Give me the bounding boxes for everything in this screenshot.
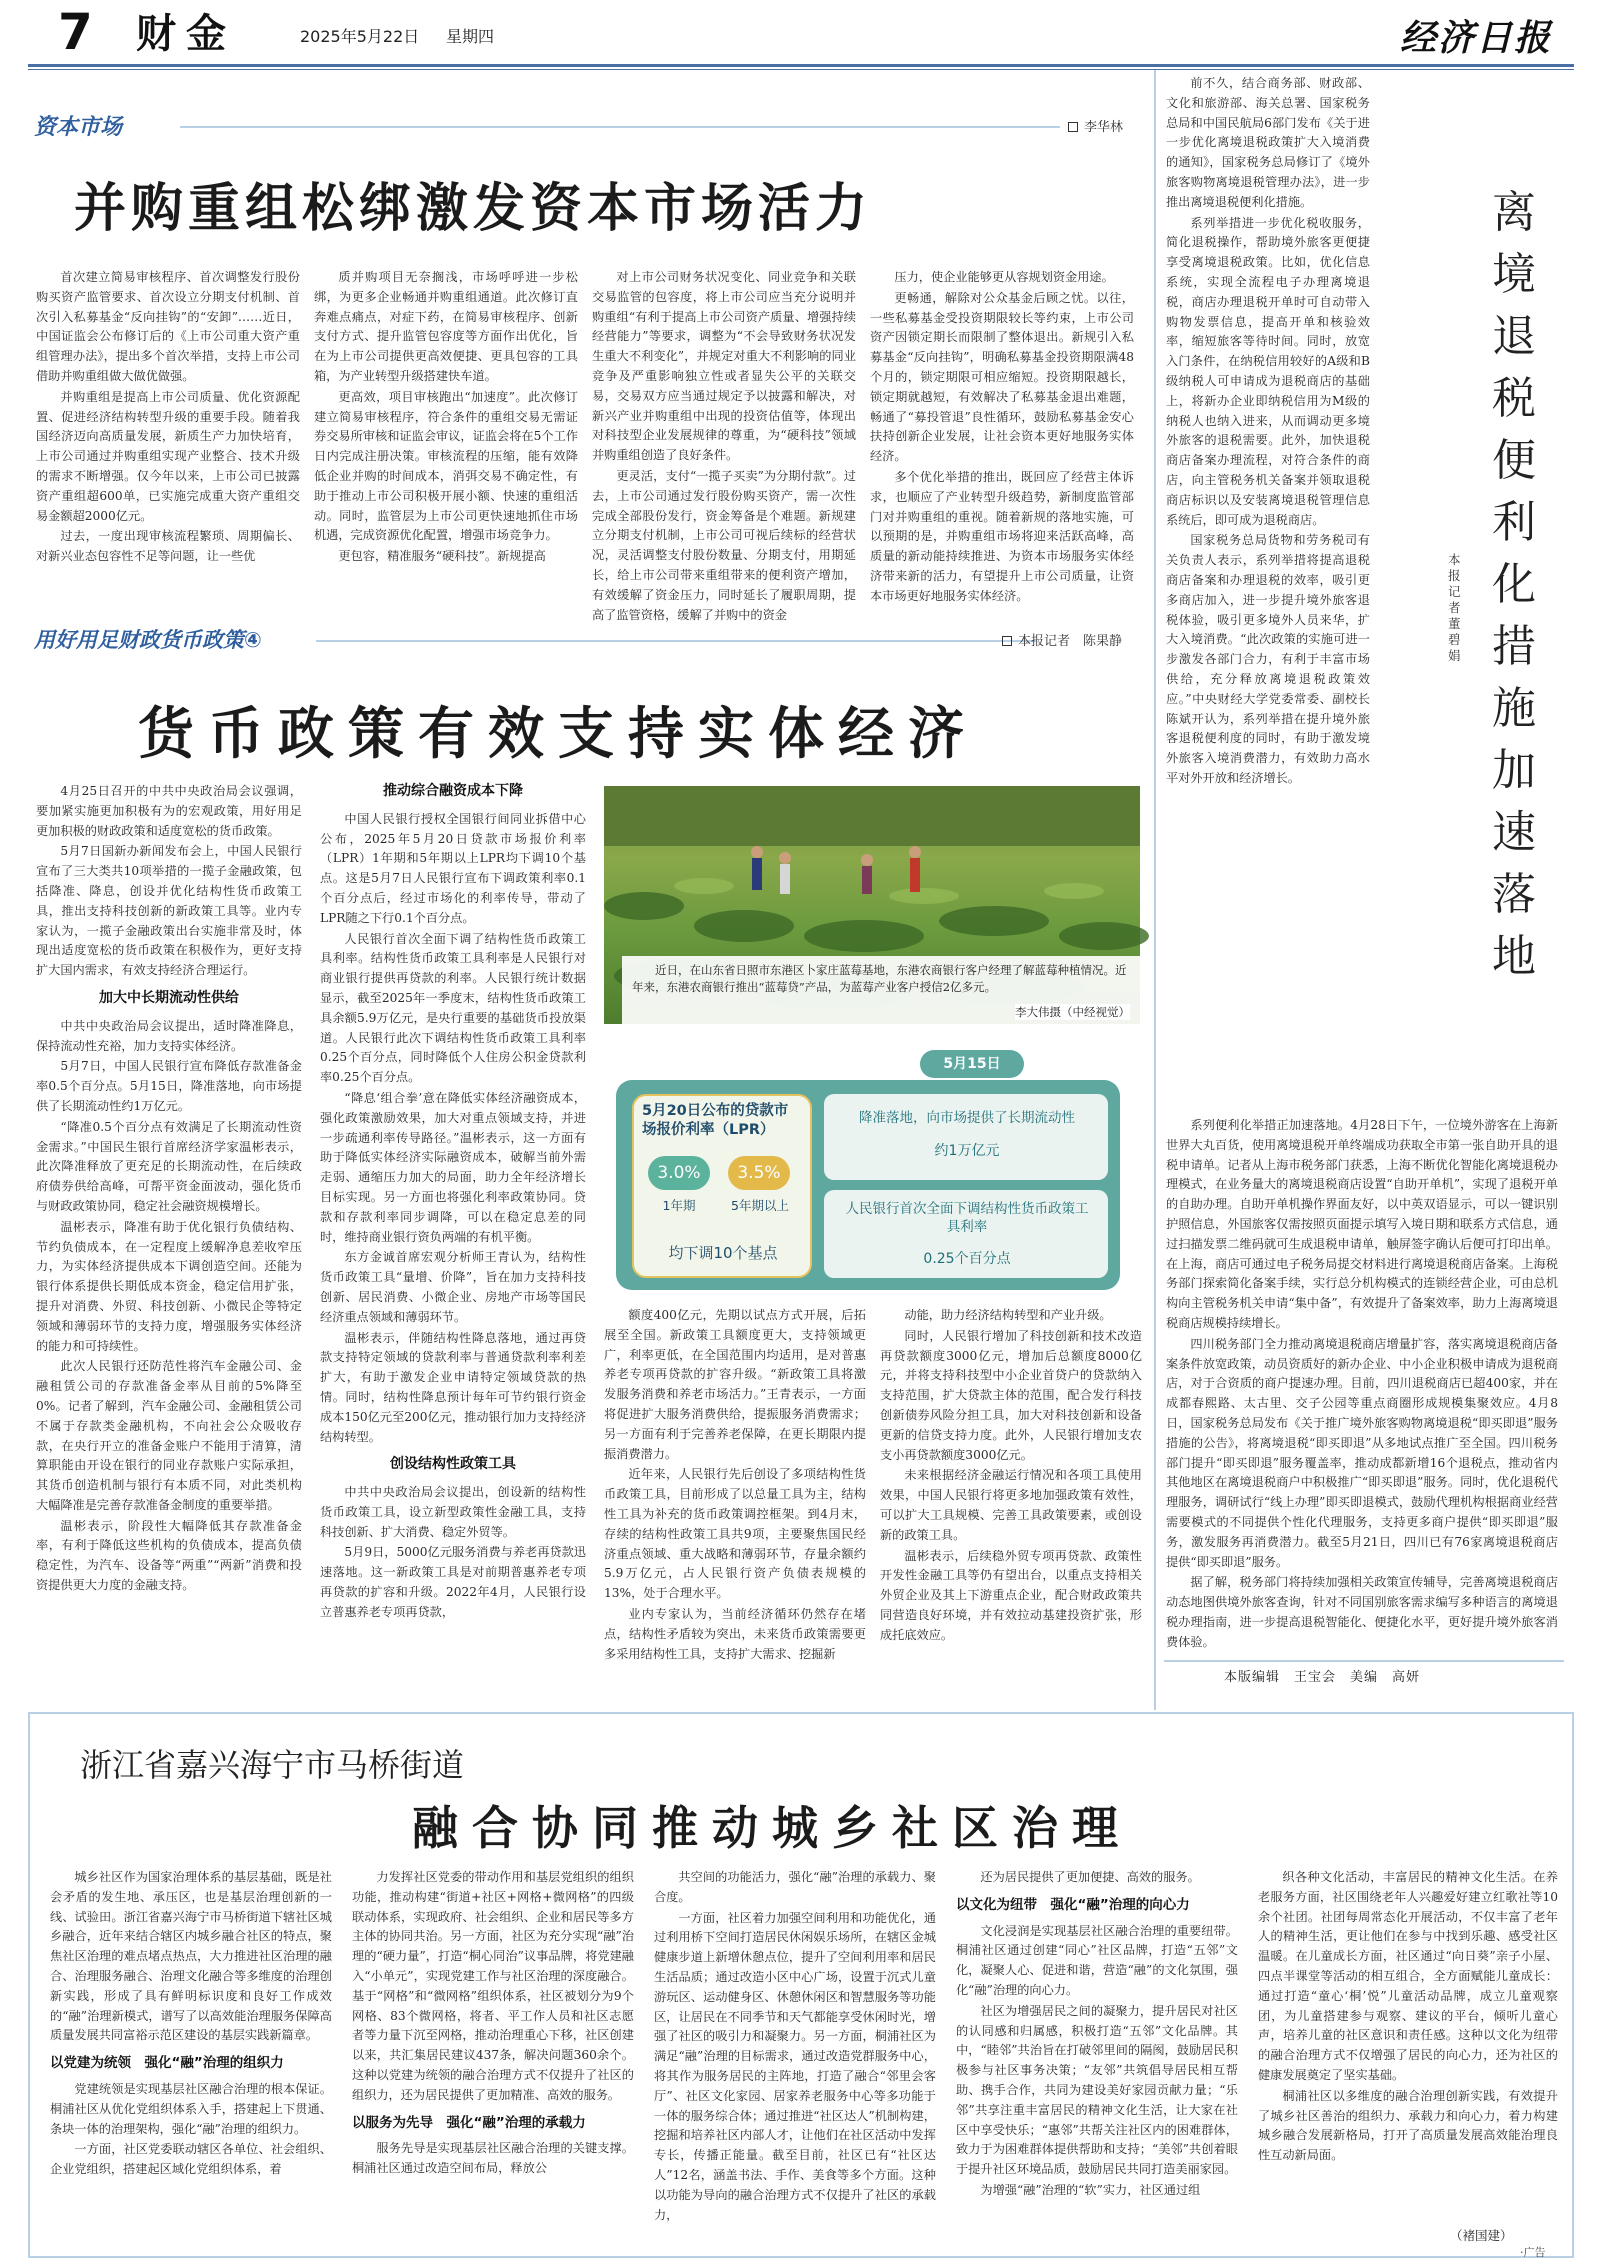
rrr-date: 5月15日	[943, 1056, 1001, 1072]
article1-col4	[870, 268, 1134, 608]
paragraph: 党建统领是实现基层社区融合治理的根本保证。桐浦社区从优化党组织体系入手，搭建起上下贯通、条块一体的治理架构，强化“融”治理的组织力。	[50, 2081, 332, 2136]
paragraph: 压力，使企业能够更从容规划资金用途。	[894, 270, 1114, 284]
lpr-1y-badge	[648, 1156, 710, 1190]
headline-char: 离	[1492, 187, 1536, 238]
editor-credits: 本版编辑 王宝会 美编 高妍	[1224, 1670, 1421, 1685]
paragraph: “降息‘组合拳’意在降低实体经济融资成本，强化政策激励效果，加大对重点领域支持，并进一步疏通利率传导路径。”温彬表示，这一方面有助于降低实体经济实际融资成本，破解当前外需走弱、通缩压力加大的局面，助力全年经济增长目标实现。另一方面也将强化利率政策协同。贷款和存款利率同步调降，可以在稳定息差的同时，维持商业银行资负两端的有机平衡。	[320, 1090, 586, 1244]
headline-char: 便	[1492, 435, 1536, 486]
article1-col3	[592, 268, 856, 622]
lpr-1y-label: 1年期	[662, 1198, 696, 1213]
paragraph: 并购重组是提高上市公司质量、优化资源配置、促进经济结构转型升级的重要手段。随着我国经济迈向高质量发展，新质生产力加快培育，上市公司通过并购重组实现产业整合、技术升级的需求不断增强。仅今年以来，上市公司已披露资产重组超600单，已实施完成重大资产重组交易金额超2000亿元。	[36, 389, 300, 523]
headline-char: 速	[1492, 807, 1536, 858]
paragraph: 文化浸润是实现基层社区融合治理的重要纽带。桐浦社区通过创建“同心”社区品牌，打造“五邻”文化，凝聚人心、促进和谐，营造“融”的文化氛围，强化“融”治理的向心力。	[956, 1923, 1238, 1997]
paragraph: 未来根据经济金融运行情况和各项工具使用效果，中国人民银行将更多地加强政策有效性，可以扩大工具规模、完善工具政策要素，或创设新的政策工具。	[880, 1468, 1142, 1542]
headline-char: 落	[1492, 869, 1536, 920]
paragraph: 过去，一度出现审核流程繁琐、周期偏长、对新兴业态包容性不足等问题，让一些优	[36, 529, 300, 564]
article2-col3	[604, 1306, 866, 1702]
paragraph: 更包容，精准服务“硬科技”。新规提高	[338, 549, 546, 564]
lpr-5y-badge	[728, 1156, 790, 1190]
paragraph: 温彬表示，降准有助于优化银行负债结构、节约负债成本，在一定程度上缓解净息差收窄压力，为实体经济提供成本下调创造空间。还能为银行体系提供长期低成本资金，稳定信用扩张，提升对消费、外贸、科技创新、小微民企等特定领域和薄弱环节的支持力度，增强服务实体经济的能力和可持续性。	[36, 1219, 302, 1353]
main-column-divider	[1154, 70, 1156, 1710]
article3-body-bottom	[1166, 1116, 1558, 1704]
paragraph: 一方面，社区党委联动辖区各单位、社会组织、企业党组织，搭建起区域化党组织体系，着	[50, 2142, 332, 2177]
paragraph: 还为居民提供了更加便捷、高效的服务。	[980, 1870, 1200, 1884]
headline-char: 境	[1492, 249, 1536, 300]
paragraph: 四川税务部门全力推动离境退税商店增量扩容，落实离境退税商店备案条件放宽政策，动员资质好的新办企业、中小企业积极申请成为退税商店，对于合资质的商户提速办理。目前，四川退税商店已超400家，并在成都春熙路、太古里、交子公园等重点商圈形成规模集聚效应。4月8日，国家税务总局发布《关于推广境外旅客购物离境退税“即买即退”服务措施的公告》，将离境退税“即买即退”从多地试点推广至全国。四川税务部门提升“即买即退”服务覆盖率，推动成都新增16个退税点，推动省内其他地区在离境退税商户中积极推广“即买即退”服务。同时，优化退税代理服务，调研试行“线上办理”即买即退模式，鼓励代理机构根据商业经营需要模式的不同提供个性化代理服务，支持更多商户提供“即买即退”服务，激发服务再消费潜力。截至5月21日，四川已有76家离境退税商店提供“即买即退”服务。	[1166, 1336, 1558, 1569]
photo-credit: 李大伟摄（中经视觉）	[1015, 1005, 1130, 1019]
ad-col5	[1258, 1868, 1558, 2224]
lpr-1y-value: 3.0%	[657, 1163, 701, 1183]
paragraph: 服务先导是实现基层社区融合治理的关键支撑。桐浦社区通过改造空间布局，释放公	[352, 2141, 634, 2176]
editor-rule	[1164, 1660, 1564, 1662]
paragraph: 温彬表示，阶段性大幅降低其存款准备金率，有利于降低这些机构的负债成本，提高负债稳定性，为汽车、设备等“两重”“两新”消费和投资提供更大力度的金融支持。	[36, 1518, 302, 1593]
lpr-card-title: 5月20日公布的贷款市场报价利率（LPR）	[642, 1103, 789, 1138]
paragraph: 力发挥社区党委的带动作用和基层党组织的组织功能，推动构建“街道+社区+网格+微网格”的四级联动体系，实现政府、社会组织、企业和居民等多方主体的协同共治。另一方面，社区为充分实现“融”治理的“硬力量”，打造“桐心同治”议事品牌，将党建融入“小单元”，实现党建工作与社区治理的深度融合。基于“网格”和“微网格”组织体系，社区被划分为9个网格、83个微网格，将者、平工作人员和社区志愿者等力量下沉至网格，推动治理重心下移，社区创建以来，共汇集居民建议437条，解决问题360余个。这种以党建为统领的融合治理方式不仅提升了社区的组织力，还为居民提供了更加精准、高效的服务。	[352, 1870, 634, 2102]
ad-locality: 浙江省嘉兴海宁市马桥街道	[80, 1746, 465, 1784]
photo-caption-box	[622, 956, 1142, 1024]
lpr-footnote: 均下调10个基点	[668, 1244, 778, 1262]
article1-headline: 并购重组松绑激发资本市场活力	[74, 179, 873, 239]
paragraph: 质并购项目无奈搁浅，市场呼呼进一步松绑，为更多企业畅通并购重组通道。此次修订直奔难点痛点，对症下药，在简易审核程序、创新支付方式、提升监管包容度等方面作出优化，旨在为上市公司提供更高效便捷、更具包容的工具箱，为产业转型升级搭建快车道。	[314, 270, 578, 383]
paragraph: 5月9日，5000亿元服务消费与养老再贷款迅速落地。这一新政策工具是对前期普惠养老专项再贷款的扩容和升级。2022年4月，人民银行设立普惠养老专项再贷款，	[320, 1545, 586, 1619]
headline-char: 施	[1492, 683, 1536, 734]
issue-date: 2025年5月22日	[300, 27, 420, 46]
rrr-text: 降准落地，向市场提供了长期流动性	[859, 1110, 1075, 1126]
paragraph: 此次人民银行还防范性将汽车金融公司、金融租赁公司的存款准备金率从目前的5%降至0%。记者了解到，汽车金融公司、金融租赁公司不属于存款类金融机构，不向社会公众吸收存款，在央行开立的准备金账户不能用于清算，清算职能由开设在银行的同业存款账户实际承担，其货币创造机制与银行有本质不同，对此类机构大幅降准是完善存款准备金制度的重要举措。	[36, 1359, 302, 1512]
tag-rule	[180, 126, 1060, 128]
paragraph: 中共中央政治局会议提出，适时降准降息，保持流动性充裕，加力支持实体经济。	[36, 1018, 302, 1053]
ad-col3	[654, 1868, 936, 2244]
paragraph: 织各种文化活动，丰富居民的精神文化生活。在养老服务方面，社区围绕老年人兴趣爱好建立红歌社等10余个社团。社团每周常态化开展活动，不仅丰富了老年人的精神生活，更让他们在参与中找到乐趣、感受社区温暖。在儿童成长方面，社区通过“向日葵”亲子小屋、四点半课堂等活动的相互组合，全方面赋能儿童成长：通过打造“童心‘桐’悦”儿童活动品牌，成立儿童观察团，为儿童搭建参与观察、建议的平台，倾听儿童心声，培养儿童的社区意识和责任感。这种以文化为纽带的融合治理方式不仅增强了居民的向心力，还为社区的健康发展奠定了坚实基础。	[1258, 1870, 1558, 2082]
article1-col2	[314, 268, 578, 608]
headline-char: 措	[1492, 621, 1536, 672]
paragraph: 近年来，人民银行先后创设了多项结构性货币政策工具，目前形成了以总量工具为主，结构性工具为补充的货币政策调控框架。到4月末，存续的结构性政策工具共9项，主要聚焦国民经济重点领域、重大战略和薄弱环节，存量余额约5.9万亿元，占人民银行资产负债表规模的13%，处于合理水平。	[604, 1467, 866, 1601]
paragraph: 共空间的功能活力，强化“融”治理的承载力、聚合度。	[654, 1870, 936, 1904]
paragraph: 系列举措进一步优化税收服务，简化退税操作，帮助境外旅客更便捷享受离境退税政策。比如，优化信息系统，实现全流程电子办理离境退税，商店办理退税开单时可自动带入购物发票信息，提高开单和核验效率，缩短旅客等待时间。同时，放宽入门条件，在纳税信用较好的A级和B级纳税人可申请成为退税商店的基础上，将新办企业即纳税信用为M级的纳税人也纳入进来，从而调动更多境外旅客的退税需要。此外，加快退税商店备案办理流程，对符合条件的商店，向主管税务机关备案并领取退税商店标识以及安装离境退税管理信息系统后，即可成为退税商店。	[1166, 215, 1370, 527]
article3-vertical-headline	[1486, 182, 1542, 988]
lpr-infographic	[604, 1030, 1140, 1298]
ad-mark: ·广告	[1520, 2246, 1546, 2259]
paragraph: 对上市公司财务状况变化、同业竞争和关联交易监管的包容度，将上市公司应当充分说明并购重组“有利于提高上市公司资产质量、增强持续经营能力”等要求，调整为“不会导致财务状况发生重大不利变化”，并规定对重大不利影响的同业竞争及严重影响独立性或者显失公平的关联交易，交易双方应当通过规定予以披露和解决，对新兴产业并购重组中出现的投资估值等，体现出对科技型企业发展规律的尊重，为“硬科技”领域并购重组创造了良好条件。	[592, 270, 856, 463]
paragraph: 动能，助力经济结构转型和产业升级。	[904, 1308, 1112, 1322]
subhead-financing-cost: 推动综合融资成本下降	[383, 783, 523, 799]
headline-char: 利	[1492, 497, 1536, 548]
header-rule-thin	[28, 69, 1574, 70]
paragraph: 城乡社区作为国家治理体系的基层基础，既是社会矛盾的发生地、承压区，也是基层治理创新的一线、试验田。浙江省嘉兴海宁市马桥街道下辖社区城乡融合，近年来结合辖区内城乡融合社区的特点，聚焦社区治理的难点堵点热点，大力推进社区治理的融合、治理服务融合、治理文化融合等多维度的治理创新实践，形成了具有鲜明标识度和良好工作成效的“融”治理新模式，谱写了以高效能治理服务保障高质量发展共同富裕示范区建设的基层实践新篇章。	[50, 1870, 332, 2043]
paragraph: 4月25日召开的中共中央政治局会议强调，要加紧实施更加积极有为的宏观政策，用好用足更加积极的财政政策和适度宽松的货币政策。	[36, 784, 302, 838]
ad-col1	[50, 1868, 332, 2244]
paragraph: 人民银行首次全面下调了结构性货币政策工具利率。结构性货币政策工具利率是人民银行对商业银行提供再贷款的利率。人民银行统计数据显示，截至2025年一季度末，结构性货币政策工具余额5.9万亿元，是央行重要的基础货币投放渠道。人民银行此次下调结构性货币政策工具利率0.25个百分点，同时降低个人住房公积金贷款利率0.25个百分点。	[320, 931, 586, 1085]
ad-col4	[956, 1868, 1238, 2244]
paragraph: 国家税务总局货物和劳务税司有关负责人表示，系列举措将提高退税商店备案和办理退税的效率，吸引更多商店加入，进一步提升境外旅客退税体验，吸引更多境外人员来华，扩大入境消费。“此次政策的实施可进一步激发各部门合力，有利于丰富市场供给，充分释放离境退税政策效应。”中央财经大学党委常委、副校长陈斌开认为，系列举措在提升境外旅客退税便利度的同时，有助于激发境外旅客入境消费潜力，有效助力高水平对外开放和经济增长。	[1166, 533, 1370, 785]
paragraph: 桐浦社区以多维度的融合治理创新实践，有效提升了城乡社区善治的组织力、承载力和向心力，着力构建城乡融合发展新格局，打开了高质量发展高效能治理良性互动新局面。	[1258, 2088, 1558, 2163]
paragraph: 前不久，结合商务部、财政部、文化和旅游部、海关总署、国家税务总局和中国民航局6部门发布《关于进一步优化离境退税政策扩大入境消费的通知》，国家税务总局修订了《境外旅客购物离境退税管理办法》，进一步推出离境退税便利化措施。	[1166, 76, 1370, 209]
paragraph: 额度400亿元，先期以试点方式开展，后拓展至全国。新政策工具额度更大，支持领域更广，利率更低，在全国范围内均适用，是对普惠养老专项再贷款的扩容升级。“新政策工具将激发服务消费和养老市场活力。”王青表示，一方面将促进扩大服务消费供给，提振服务消费需求；另一方面有利于完善养老保障，在更长期限内提振消费潜力。	[604, 1308, 866, 1461]
byline-box-icon	[1068, 122, 1078, 132]
paragraph: 东方金诚首席宏观分析师王青认为，结构性货币政策工具“量增、价降”，旨在加力支持科技创新、居民消费、小微企业、房地产市场等国民经济重点领域和薄弱环节。	[320, 1250, 586, 1324]
ad-signature: （褚国建）	[1450, 2228, 1513, 2243]
masthead-logo: 经济日报	[1400, 17, 1553, 59]
header-rule	[28, 64, 1574, 67]
article2-col1	[36, 782, 302, 1702]
headline-char: 化	[1492, 559, 1536, 610]
lpr-5y-label: 5年期以上	[731, 1198, 789, 1213]
headline-char: 退	[1492, 311, 1536, 362]
paragraph: 中国人民银行授权全国银行间同业拆借中心公布，2025年5月20日贷款市场报价利率（LPR）1年期和5年期以上LPR均下调10个基点。这是5月7日人民银行宣布下调政策利率0.1个百分点后，经过市场化的利率传导，带动了LPR随之下行0.1个百分点。	[320, 811, 586, 925]
paragraph: 更畅通，解除对公众基金后顾之忧。以往，一些私募基金受投资期限较长等约束，上市公司资产因锁定期长而限制了整体退出。新规引入私募基金“反向挂钩”，明确私募基金投资期限满48个月的，锁定期限可相应缩短。投资期限越长，锁定期就越短，有效解决了私募基金退出难题，畅通了“募投管退”良性循环，鼓励私募基金安心扶持创新企业发展，让社会资本更好地服务实体经济。	[870, 290, 1134, 464]
ad-subhead-service: 以服务为先导 强化“融”治理的承载力	[352, 2114, 586, 2131]
paragraph: 业内专家认为，当前经济循环仍然存在堵点，结构性矛盾较为突出，未来货币政策需要更多采用结构性工具，支持扩大需求、挖掘新	[604, 1606, 866, 1661]
lpr-5y-value: 3.5%	[737, 1163, 781, 1183]
page-header	[0, 0, 1600, 62]
photo-caption: 近日，在山东省日照市东港区卜家庄蓝莓基地，东港农商银行客户经理了解蓝莓种植情况。近年来，东港农商银行推出“蓝莓贷”产品，为蓝莓产业客户授信2亿多元。	[632, 963, 1127, 994]
paragraph: 首次建立简易审核程序、首次调整发行股份购买资产监管要求、首次设立分期支付机制、首次引入私募基金“反向挂钩”的“安卸”……近日，中国证监会公布修订后的《上市公司重大资产重组管理办法》，提出多个首次举措，支持上市公司借助并购重组做大做优做强。	[36, 270, 300, 383]
ad-subhead-culture: 以文化为纽带 强化“融”治理的向心力	[956, 1896, 1190, 1913]
issue-weekday: 星期四	[446, 27, 495, 46]
headline-char: 加	[1492, 745, 1536, 796]
page-number: 7	[58, 3, 93, 61]
section-tag-capital-market: 资本市场	[34, 115, 123, 140]
ad-col2	[352, 1868, 634, 2244]
article2-headline: 货币政策有效支持实体经济	[138, 701, 978, 767]
headline-char: 税	[1492, 373, 1536, 424]
article2-col2	[320, 782, 586, 1702]
paragraph: 温彬表示，后续稳外贸专项再贷款、政策性开发性金融工具等仍有望出台，以重点支持相关外贸企业及其上下游重点企业，配合财政政策共同营造良好环境，并有效拉动基建投资扩张，形成托底效应。	[880, 1548, 1142, 1642]
paragraph: 同时，人民银行增加了科技创新和技术改造再贷款额度3000亿元，增加后总额度8000亿元，并将支持科技型中小企业首贷户的贷款纳入支持范围，扩大贷款主体的范围，配合发行科技创新债券风险分担工具，加大对科技创新和设备更新的信贷支持力度。此外，人民银行增加支农支小再贷款额度3000亿元。	[880, 1328, 1142, 1462]
section-tag-fiscal-monetary: 用好用足财政货币政策④	[34, 628, 262, 652]
paragraph: 5月7日，中国人民银行宣布降低存款准备金率0.5个百分点。5月15日，降准落地，向市场提供了长期流动性约1万亿元。	[36, 1059, 302, 1113]
ad-subhead-party: 以党建为统领 强化“融”治理的组织力	[50, 2055, 284, 2072]
article3-body-top	[1166, 74, 1370, 1114]
paragraph: 更灵活，支付“一揽子买卖”为分期付款”。过去，上市公司通过发行股份购买资产，需一次性完成全部股份发行，资金筹备是个难题。新规建立分期支付机制，上市公司可视后续标的经营状况，灵活调整支付股份数量、分期支付，用期延长，给上市公司带来重组带来的便利资产增加，有效缓解了资金压力，同时延长了履职周期，提高了监管资格，缓解了并购中的资金	[592, 468, 856, 622]
paragraph: 为增强“融”治理的“软”实力，社区通过组	[980, 2182, 1201, 2197]
structural-amount: 0.25个百分点	[923, 1251, 1011, 1267]
paragraph: 温彬表示，伴随结构性降息落地，通过再贷款支持特定领域的贷款利率与普通贷款利率利差扩大，有助于激发企业申请特定领域贷款的热情。同时，结构性降息预计每年可节约银行资金成本150亿元至200亿元，推动银行加力支持经济结构转型。	[320, 1330, 586, 1444]
article2-byline: 本报记者 陈果静	[1002, 630, 1122, 649]
paragraph: “降准0.5个百分点有效满足了长期流动性资金需求。”中国民生银行首席经济学家温彬表示，此次降准释放了更充足的长期流动性，在后续政府债券供给高峰，可帮平资金面波动，强化货币与财政政策协同，稳定社会融资规模增长。	[36, 1119, 302, 1213]
paragraph: 据了解，税务部门将持续加强相关政策宣传辅导，完善离境退税商店动态地图供境外旅客查询，针对不同国别旅客需求编写多种语言的离境退税办理指南，进一步提高退税智能化、便捷化水平，更好提升境外旅客消费体验。	[1166, 1575, 1558, 1649]
rrr-date-tag	[920, 1050, 1024, 1078]
article1-byline: 李华林	[1068, 116, 1123, 135]
article2-col4	[880, 1306, 1142, 1702]
subhead-liquidity: 加大中长期流动性供给	[99, 989, 239, 1006]
paragraph: 社区为增强居民之间的凝聚力，提升居民对社区的认同感和归属感，积极打造“五邻”文化品牌。其中，“睦邻”共治旨在打破邻里间的隔阂，鼓励居民积极参与社区事务决策；“友邻”共筑倡导居民相互帮助、携手合作，共同为建设美好家园贡献力量；“乐邻”共享注重丰富居民的精神文化生活，让大家在社区中享受快乐；“惠邻”共帮关注社区内的困难群体，致力于为困难群体提供帮助和支持；“美邻”共创着眼于提升社区环境品质，鼓励居民共同打造美丽家园。	[956, 2003, 1238, 2177]
paragraph: 中共中央政治局会议提出，创设新的结构性货币政策工具，设立新型政策性金融工具，支持科技创新、扩大消费、稳定外贸等。	[320, 1485, 586, 1539]
section-name: 财金	[136, 11, 236, 57]
byline-box-icon	[1002, 636, 1012, 646]
blueberry-farm-photo	[604, 786, 1140, 1024]
paragraph: 一方面，社区着力加强空间利用和功能优化，通过利用桥下空间打造居民休闲娱乐场所，在辖区金城健康步道上新增休憩点位，提升了空间利用率和居民生活品质；通过改造小区中心广场，设置于沉式儿童游玩区、运动健身区、休憩休闲区和智慧服务等功能区，让居民在不同季节和天气都能享受休闲时光，增强了社区的吸引力和凝聚力。另一方面，桐浦社区为满足“融”治理的目标需求，通过改造党群服务中心，将其作为服务居民的主阵地，打造了融合“邻里会客厅”、社区文化家园、居家养老服务中心等多功能于一体的服务综合体；通过推进“社区达人”机制构建，挖掘和培养社区内部人才，让他们在社区活动中发挥专长，传播正能量。截至目前，社区已有“社区达人”12名，涵盖书法、手作、美食等多个方面。这种以功能为导向的融合治理方式不仅提升了社区的承载力，	[654, 1910, 936, 2222]
ad-headline: 融合协同推动城乡社区治理	[412, 1801, 1132, 1855]
structural-text: 人民银行首次全面下调结构性货币政策工具利率	[845, 1201, 1089, 1235]
article1-col1	[36, 268, 300, 608]
paragraph: 多个优化举措的推出，既回应了经营主体诉求，也顺应了产业转型升级趋势，新制度监管部门对并购重组的重视。随着新规的落地实施，可以预期的是，并购重组市场将迎来活跃高峰，高质量的新动能持续推进、为资本市场服务实体经济带来新的活力，有望提升上市公司质量，让资本市场更好地服务实体经济。	[870, 469, 1134, 603]
subhead-structural-tools: 创设结构性政策工具	[390, 1456, 516, 1473]
farmers-figures	[751, 846, 921, 894]
paragraph: 5月7日国新办新闻发布会上，中国人民银行宣布了三大类共10项举措的一揽子金融政策，包括降准、降息，创设并优化结构性货币政策工具，推出支持科技创新的新政策工具等。业内专家认为，一揽子金融政策出台实施非常及时，体现出适度宽松的货币政策在积极作为，更好支持扩大国内需求，有效支持经济合理运行。	[36, 844, 302, 978]
headline-char: 地	[1492, 931, 1536, 982]
paragraph: 更高效，项目审核跑出“加速度”。此次修订建立简易审核程序，符合条件的重组交易无需证券交易所审核和证监会审议，证监会将在5个工作日内完成注册决策。审核流程的压缩，能有效降低企业并购的时间成本，消弭交易不确定性，有助于推动上市公司积极开展小额、快速的重组活动。同时，监管层为上市公司更快速地抓住市场机遇，完成资源优化配置，增强市场竞争力。	[314, 389, 578, 543]
tag-rule-2	[316, 640, 1036, 642]
article3-byline: 本报记者 董碧娟	[1448, 552, 1474, 663]
rrr-amount: 约1万亿元	[934, 1143, 1000, 1159]
paragraph: 系列便利化举措正加速落地。4月28日下午，一位境外游客在上海新世界大丸百货，使用离境退税开单终端成功获取全市第一张自助开具的退税申请单。记者从上海市税务部门获悉，上海不断优化智能化离境退税办理模式，在业务量大的离境退税商店设置“自助开单机”，实现了退税开单的自助办理。自助开单机操作界面友好，以中英双语显示，可以一键识别护照信息，外国旅客仅需按照页面提示填写入境日期和联系方式信息，通过扫描发票二维码就可生成退税申请单，触屏签字确认后便可打印出单。在上海，商店可通过电子税务局提交材料进行离境退税商店备案。上海税务部门探索简化备案手续，实行总分机构模式的连锁经营企业，可由总机构向主管税务机关申请“集中备”，有效提升了备案效率，助力上海离境退税商店规模持续增长。	[1166, 1118, 1558, 1330]
